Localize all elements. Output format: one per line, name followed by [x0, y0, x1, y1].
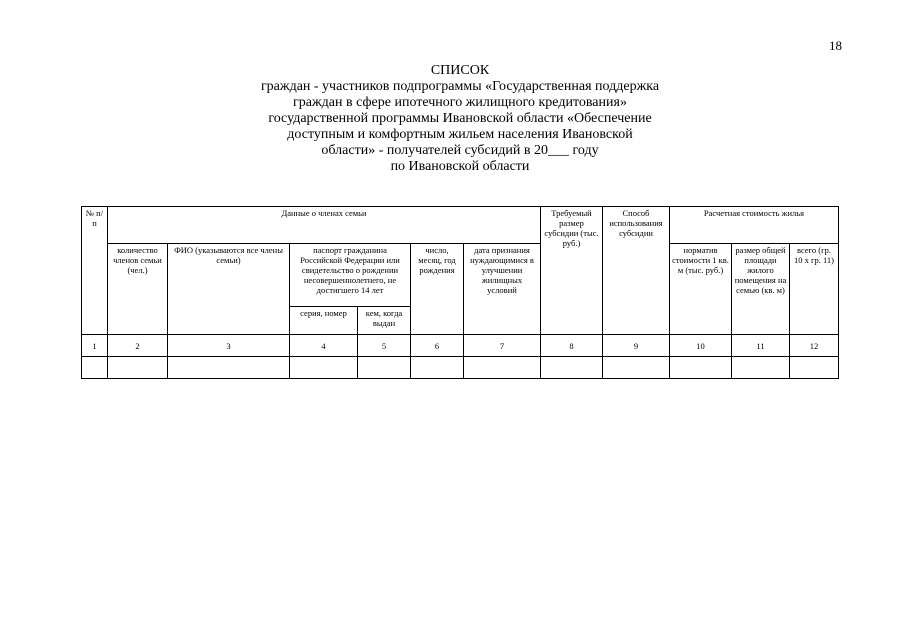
title-line: области» - получателей субсидий в 20___ году: [321, 143, 599, 158]
column-number: 10: [670, 335, 732, 357]
empty-cell: [411, 357, 464, 379]
column-number: 12: [790, 335, 839, 357]
empty-data-row: [82, 357, 839, 379]
title-line: доступным и комфортным жильем населения Ивановской: [287, 127, 633, 142]
document-title: [180, 63, 740, 175]
empty-cell: [670, 357, 732, 379]
empty-cell: [108, 357, 168, 379]
title-heading: СПИСОК: [430, 63, 490, 78]
header-fio: ФИО (указываются все члены семьи): [168, 244, 290, 335]
column-number: 9: [603, 335, 670, 357]
column-number: 2: [108, 335, 168, 357]
title-line: граждан - участников подпрограммы «Государственная поддержка: [260, 79, 660, 94]
header-housing-cost: Расчетная стоимость жилья: [670, 207, 839, 244]
title-line: государственной программы Ивановской области «Обеспечение: [268, 111, 652, 126]
empty-cell: [82, 357, 108, 379]
empty-cell: [541, 357, 603, 379]
header-members-count: количество членов семьи (чел.): [108, 244, 168, 335]
page-number: 18: [829, 38, 842, 53]
header-issued-by: кем, когда выдан: [358, 307, 411, 335]
header-norm-cost: норматив стоимости 1 кв. м (тыс. руб.): [670, 244, 732, 335]
column-number: 3: [168, 335, 290, 357]
empty-cell: [290, 357, 358, 379]
header-total-area: размер общей площади жилого помещения на семью (кв. м): [732, 244, 790, 335]
empty-cell: [732, 357, 790, 379]
column-number: 7: [464, 335, 541, 357]
header-series-number: серия, номер: [290, 307, 358, 335]
empty-cell: [603, 357, 670, 379]
column-number: 11: [732, 335, 790, 357]
header-family-data: Данные о членах семьи: [108, 207, 541, 244]
column-number: 5: [358, 335, 411, 357]
header-birth-date: число, месяц, год рождения: [411, 244, 464, 335]
empty-cell: [168, 357, 290, 379]
recipients-table: [81, 206, 839, 379]
header-number: № п/п: [82, 207, 108, 335]
empty-cell: [464, 357, 541, 379]
header-passport: паспорт гражданина Российской Федерации или свидетельство о рождении несовершеннолетнего, не достигшего 14 лет: [290, 244, 411, 307]
empty-cell: [358, 357, 411, 379]
header-subsidy-method: Способ использования субсидии: [603, 207, 670, 335]
column-number: 4: [290, 335, 358, 357]
empty-cell: [790, 357, 839, 379]
header-recognition-date: дата признания нуждающимися в улучшении жилищных условий: [464, 244, 541, 335]
column-number: 8: [541, 335, 603, 357]
column-numbers-row: [82, 335, 839, 357]
column-number: 6: [411, 335, 464, 357]
header-required-subsidy: Требуемый размер субсидии (тыс. руб.): [541, 207, 603, 335]
title-line: по Ивановской области: [390, 159, 530, 174]
column-number: 1: [82, 335, 108, 357]
header-total-cost: всего (гр. 10 х гр. 11): [790, 244, 839, 335]
title-line: граждан в сфере ипотечного жилищного кредитования»: [293, 95, 627, 110]
